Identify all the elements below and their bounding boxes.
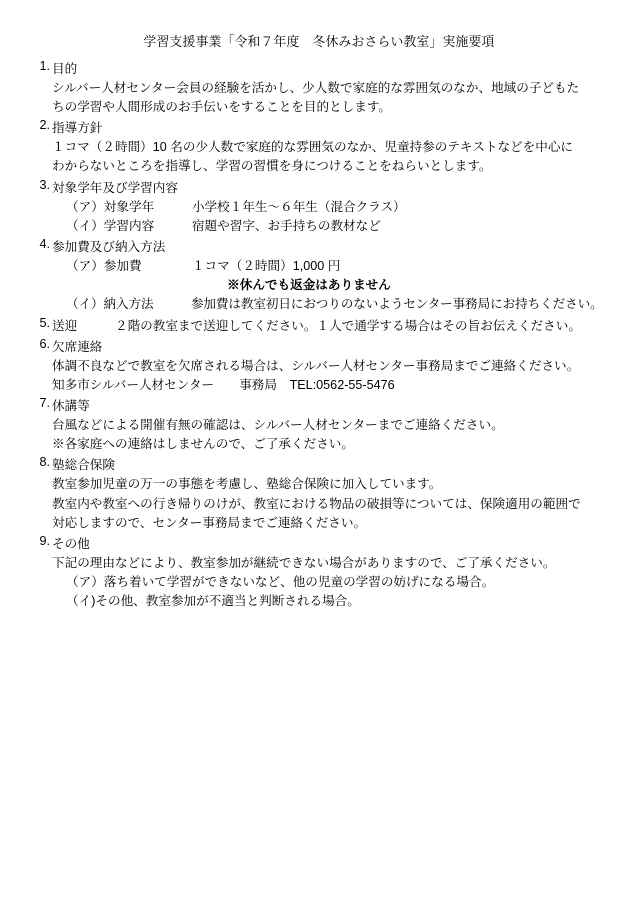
body-line: 体調不良などで教室を欠席される場合は、シルバー人材センター事務局までご連絡ください。: [52, 358, 580, 373]
body-line: １コマ（２時間）10 名の少人数で家庭的な雰囲気のなか、児童持参のテキストなどを中心に: [52, 140, 574, 155]
section-heading: 対象学年及び学習内容: [52, 180, 178, 195]
body-line: わからないところを指導し、学習の習慣を身につけることをねらいとします。: [52, 159, 492, 174]
body-line: 台風などによる開催有無の確認は、シルバー人材センターまでご連絡ください。: [52, 418, 504, 433]
section-number: 3.: [39, 177, 50, 192]
section-number: 5.: [39, 315, 50, 330]
contact-line: 知多市シルバー人材センター 事務局 TEL:0562-55-5476: [52, 377, 395, 392]
page-title: 学習支援事業「令和７年度 冬休みおさらい教室」実施要項: [143, 34, 495, 49]
section-body: [52, 257, 612, 315]
section-heading: その他: [52, 537, 90, 552]
section-item: [26, 535, 612, 612]
section-body: [52, 554, 612, 612]
section-number: 7.: [39, 396, 50, 411]
body-line: （ア）対象学年 小学校１年生～６年生（混合クラス）: [66, 199, 406, 214]
section-item: [26, 179, 612, 236]
section-item: [26, 338, 612, 395]
body-line: ちの学習や人間形成のお手伝いをすることを目的とします。: [52, 100, 392, 114]
section-number: 1.: [39, 58, 50, 73]
section-heading: 休講等: [52, 399, 90, 414]
body-line: （ア）落ち着いて学習ができないなど、他の児童の学習の妨げになる場合。: [66, 575, 495, 590]
section-number: 6.: [39, 336, 50, 351]
body-line-emphasis: ※休んでも返金はありません: [227, 278, 391, 293]
section-number: 2.: [39, 118, 50, 133]
section-item: [26, 60, 612, 117]
section-heading: 参加費及び納入方法: [52, 240, 166, 255]
section-heading: 指導方針: [52, 121, 103, 136]
section-heading: 塾総合保険: [52, 458, 115, 473]
section-body: [52, 198, 612, 236]
section-item: [26, 119, 612, 176]
body-line: 下記の理由などにより、教室参加が継続できない場合がありますので、ご了承ください。: [52, 556, 556, 571]
section-number: 9.: [39, 534, 50, 549]
section-body: [52, 357, 612, 395]
section-heading: 目的: [52, 61, 78, 76]
section-list: [26, 60, 612, 612]
body-line: （イ）納入方法 参加費は教室初日におつりのないようセンター事務局にお持ちください。: [66, 297, 603, 312]
section-heading: 欠席連絡: [52, 339, 103, 354]
body-line: （イ）学習内容 宿題や習字、お手持ちの教材など: [66, 218, 381, 233]
section-body: [52, 475, 612, 533]
section-item: [26, 397, 612, 454]
section-item: [26, 238, 612, 315]
section-heading: 送迎 ２階の教室まで送迎してください。１人で通学する場合はその旨お伝えください。: [52, 318, 581, 333]
body-line: （イ)その他、教室参加が不適当と判断される場合。: [66, 594, 360, 609]
section-body: [52, 79, 612, 117]
body-line: 教室内や教室への行き帰りのけが、教室における物品の破損等については、保険適用の範囲で: [52, 496, 581, 511]
section-body: [52, 416, 612, 454]
body-line: 対応しますので、センター事務局までご連絡ください。: [52, 515, 367, 530]
body-line: シルバー人材センター会員の経験を活かし、少人数で家庭的な雰囲気のなか、地域の子どもた: [52, 80, 580, 95]
section-number: 8.: [39, 455, 50, 470]
body-line: ※各家庭への連絡はしませんので、ご了承ください。: [52, 437, 354, 452]
section-number: 4.: [39, 237, 50, 252]
section-item: [26, 456, 612, 533]
body-line: 教室参加児童の万一の事態を考慮し、塾総合保険に加入しています。: [52, 477, 442, 492]
body-line: （ア）参加費 １コマ（２時間）1,000 円: [66, 259, 341, 274]
section-body: [52, 138, 612, 176]
section-item: [26, 317, 612, 336]
